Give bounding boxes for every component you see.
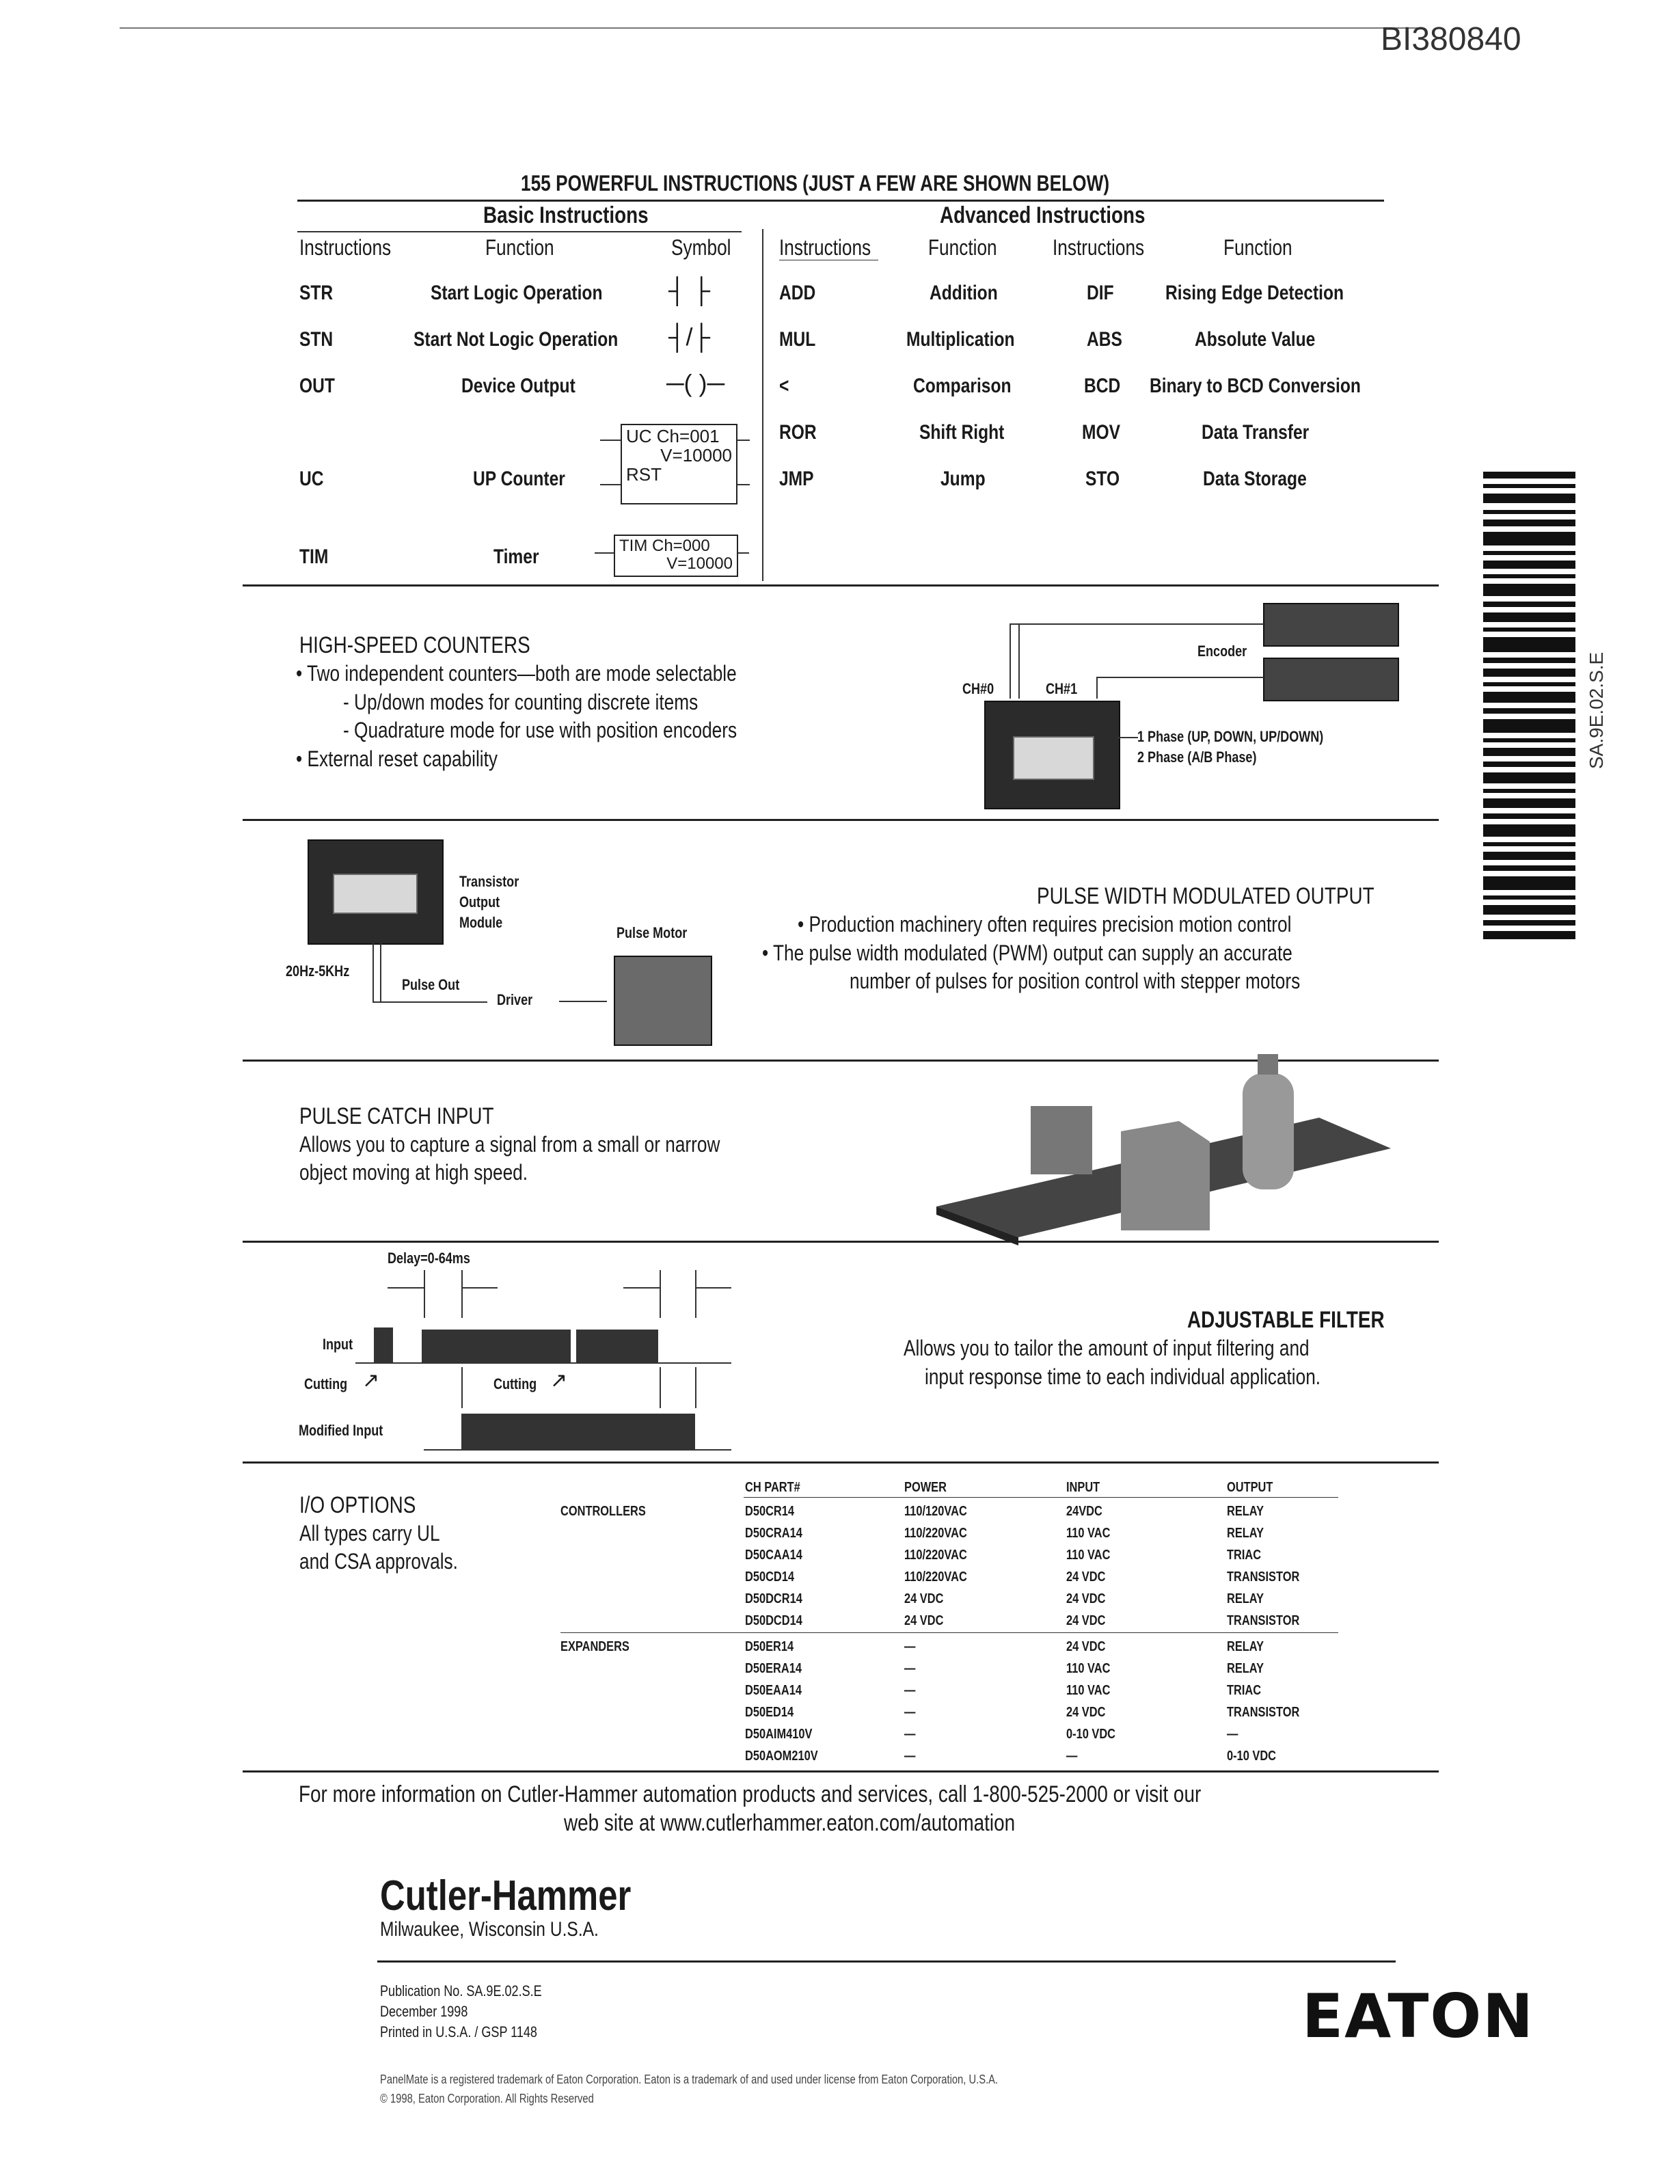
io-title: I/O OPTIONS (299, 1492, 416, 1518)
section-rule-1 (243, 584, 1439, 587)
delay-arrow-4 (695, 1287, 731, 1289)
io-controllers-part-cell: D50CR14 (745, 1504, 795, 1519)
io-expanders-input-cell: 110 VAC (1066, 1683, 1111, 1698)
adv-i2-row0: DIF (1087, 282, 1114, 304)
io-group-rule (560, 1632, 1338, 1633)
encoder-wire-2 (1018, 623, 1020, 699)
basic-col-function: Function (485, 235, 554, 260)
io-expanders-power-cell: — (904, 1749, 916, 1764)
delay-tick-3 (660, 1270, 661, 1318)
adv-i2-row4: STO (1085, 468, 1120, 490)
io-expanders-power-cell: — (904, 1639, 916, 1654)
symbol-coil: ─( )─ (666, 369, 724, 397)
io-expanders-part-cell: D50AIM410V (745, 1727, 813, 1742)
basic-func-tim: Timer (493, 545, 539, 568)
basic-func-uc: UP Counter (473, 468, 565, 490)
filter-line-2: input response time to each individual application. (925, 1364, 1321, 1389)
io-header-input: INPUT (1066, 1480, 1100, 1495)
uc-box-line1: UC Ch=001 (626, 426, 720, 446)
io-expanders-power-cell: — (904, 1727, 916, 1742)
ch0-label: CH#0 (962, 680, 994, 697)
delay-arrow-3 (623, 1287, 660, 1289)
io-expanders-input-cell: — (1066, 1749, 1078, 1764)
pub-date: December 1998 (380, 2003, 468, 2020)
hsc-title: HIGH-SPEED COUNTERS (299, 632, 530, 658)
uc-box-line3: RST (626, 464, 662, 485)
hsc-bullet-4: • External reset capability (296, 746, 498, 771)
basic-instr-uc: UC (299, 468, 324, 490)
instructions-divider (762, 229, 763, 581)
delay-arrow-1 (388, 1287, 424, 1289)
input-label: Input (323, 1336, 353, 1353)
io-controllers-input-cell: 24 VDC (1066, 1591, 1106, 1606)
cutting-label-2: Cutting (493, 1375, 537, 1392)
adv-i1-row1: MUL (779, 328, 816, 351)
driver-label: Driver (497, 991, 533, 1008)
section-rule-4 (243, 1241, 1439, 1243)
pulse-motor-label: Pulse Motor (617, 924, 688, 941)
adv-i1-row2: < (779, 375, 789, 397)
tim-wire-left (595, 552, 614, 554)
pulse-motor (614, 956, 712, 1046)
tim-wire-right (737, 552, 749, 554)
instructions-title-rule (297, 200, 1384, 202)
side-code: SA.9E.02.S.E (1586, 651, 1607, 769)
filter-line-1: Allows you to tailor the amount of input filtering and (904, 1336, 1310, 1360)
io-expanders-output-cell: 0-10 VDC (1227, 1749, 1277, 1764)
io-controllers-output-cell: TRANSISTOR (1227, 1613, 1300, 1628)
uc-counter-box (621, 424, 737, 504)
basic-heading-rule (297, 231, 742, 232)
modified-baseline (424, 1449, 731, 1451)
basic-func-out: Device Output (461, 375, 575, 397)
pci-title: PULSE CATCH INPUT (299, 1103, 494, 1129)
io-expanders-part-cell: D50AOM210V (745, 1749, 818, 1764)
controllers-label: CONTROLLERS (560, 1504, 646, 1519)
brand-logo: Cutler-Hammer (380, 1872, 632, 1919)
basic-instr-stn: STN (299, 328, 334, 351)
io-controllers-power-cell: 110/120VAC (904, 1504, 967, 1519)
instructions-title: 155 POWERFUL INSTRUCTIONS (JUST A FEW ARE SHOWN BELOW) (521, 171, 1110, 196)
io-controllers-part-cell: D50CRA14 (745, 1526, 802, 1541)
io-expanders-output-cell: TRIAC (1227, 1683, 1262, 1698)
io-expanders-input-cell: 110 VAC (1066, 1661, 1111, 1676)
pci-line-1: Allows you to capture a signal from a small or narrow (299, 1132, 720, 1157)
adv-f2-row2: Binary to BCD Conversion (1150, 375, 1361, 397)
tim-box-line1: TIM Ch=000 (619, 537, 710, 555)
basic-func-str: Start Logic Operation (431, 282, 603, 304)
pub-printed: Printed in U.S.A. / GSP 1148 (380, 2023, 537, 2040)
filter-title: ADJUSTABLE FILTER (1187, 1307, 1385, 1333)
io-expanders-output-cell: — (1227, 1727, 1238, 1742)
phase-1-label: 1 Phase (UP, DOWN, UP/DOWN) (1137, 728, 1324, 745)
adv-f1-row3: Shift Right (919, 421, 1005, 444)
document-id: BI380840 (1381, 21, 1521, 57)
adv-f2-row0: Rising Edge Detection (1165, 282, 1344, 304)
ch1-label: CH#1 (1046, 680, 1078, 697)
adv-f1-row0: Addition (930, 282, 998, 304)
brand-location: Milwaukee, Wisconsin U.S.A. (380, 1918, 599, 1941)
phase-2-label: 2 Phase (A/B Phase) (1137, 749, 1257, 766)
io-controllers-output-cell: TRIAC (1227, 1548, 1262, 1563)
section-rule-5 (243, 1461, 1439, 1464)
modified-input-pulse (461, 1414, 695, 1449)
basic-col-instructions: Instructions (299, 235, 392, 260)
io-controllers-power-cell: 110/220VAC (904, 1569, 967, 1585)
eaton-logo: EATON (1302, 1981, 1534, 2051)
tim-timer-box (614, 535, 738, 577)
top-rule (120, 27, 1418, 29)
adv-i1-row4: JMP (779, 468, 814, 490)
section-rule-6 (243, 1770, 1439, 1772)
io-controllers-output-cell: RELAY (1227, 1526, 1264, 1541)
module-label-3: Module (459, 914, 503, 931)
io-expanders-output-cell: RELAY (1227, 1661, 1264, 1676)
info-line-2: web site at www.cutlerhammer.eaton.com/automation (564, 1810, 1016, 1836)
pwm-bullet-3: number of pulses for position control with stepper motors (850, 969, 1301, 993)
input-baseline (355, 1362, 731, 1364)
delay-tick-1 (424, 1270, 425, 1318)
io-controllers-output-cell: TRANSISTOR (1227, 1569, 1300, 1585)
input-pulse-3 (576, 1330, 658, 1362)
adv-i1-row0: ADD (779, 282, 816, 304)
freq-label: 20Hz-5KHz (286, 962, 350, 980)
section-rule-2 (243, 819, 1439, 821)
io-expanders-power-cell: — (904, 1683, 916, 1698)
modified-input-label: Modified Input (299, 1422, 383, 1439)
encoder-wire-1 (1010, 623, 1011, 699)
info-line-1: For more information on Cutler-Hammer automation products and services, call 1-800-525-2000 or visit our (299, 1781, 1202, 1807)
encoder-wire-top (1010, 623, 1264, 625)
io-expanders-part-cell: D50EAA14 (745, 1683, 802, 1698)
footer-rule (377, 1960, 1396, 1963)
io-line-1: All types carry UL (299, 1521, 440, 1546)
encoder-wire-3 (1096, 677, 1098, 699)
conveyor-illustration (936, 1046, 1394, 1251)
symbol-normally-closed: ┤/├ (668, 323, 711, 351)
delay-arrow-2 (461, 1287, 498, 1289)
adv-col-function2: Function (1223, 235, 1292, 260)
io-line-2: and CSA approvals. (299, 1549, 458, 1574)
adv-col-function: Function (928, 235, 997, 260)
cutting-divider-3 (695, 1367, 696, 1408)
input-pulse-1 (374, 1327, 393, 1363)
expanders-label: EXPANDERS (560, 1639, 629, 1654)
advanced-heading: Advanced Instructions (940, 202, 1146, 228)
io-expanders-part-cell: D50ERA14 (745, 1661, 802, 1676)
pwm-wire-bottom (372, 1001, 487, 1003)
io-controllers-part-cell: D50CAA14 (745, 1548, 802, 1563)
adv-f2-row4: Data Storage (1203, 468, 1307, 490)
encoder-label: Encoder (1197, 643, 1247, 660)
io-controllers-input-cell: 24VDC (1066, 1504, 1102, 1519)
io-expanders-part-cell: D50ED14 (745, 1705, 794, 1720)
io-expanders-part-cell: D50ER14 (745, 1639, 794, 1654)
delay-tick-4 (695, 1270, 696, 1318)
pwm-wire-2 (380, 943, 381, 1001)
basic-func-stn: Start Not Logic Operation (414, 328, 619, 351)
basic-instr-str: STR (299, 282, 334, 304)
uc-wire-left-1 (600, 440, 621, 441)
phase-leader (1117, 737, 1138, 738)
basic-heading: Basic Instructions (483, 202, 649, 228)
uc-wire-left-2 (600, 484, 621, 485)
io-controllers-part-cell: D50DCR14 (745, 1591, 802, 1606)
adv-f2-row1: Absolute Value (1195, 328, 1316, 351)
io-expanders-power-cell: — (904, 1661, 916, 1676)
basic-instr-tim: TIM (299, 545, 329, 568)
driver-wire (559, 1001, 607, 1002)
io-controllers-power-cell: 24 VDC (904, 1591, 944, 1606)
symbol-normally-open: ┤ ├ (668, 276, 711, 304)
hsc-bullet-3: - Quadrature mode for use with position encoders (343, 718, 737, 742)
tim-box-line2: V=10000 (666, 554, 733, 573)
io-controllers-output-cell: RELAY (1227, 1504, 1264, 1519)
pub-number: Publication No. SA.9E.02.S.E (380, 1982, 542, 1999)
hsc-bullet-1: • Two independent counters—both are mode selectable (296, 661, 737, 686)
legal-line-2: © 1998, Eaton Corporation. All Rights Reserved (380, 2092, 594, 2105)
adv-col-instructions: Instructions (779, 235, 871, 260)
transistor-output-module (308, 839, 444, 945)
cutting-divider-2 (660, 1367, 661, 1408)
io-expanders-power-cell: — (904, 1705, 916, 1720)
io-expanders-input-cell: 0-10 VDC (1066, 1727, 1116, 1742)
io-controllers-input-cell: 24 VDC (1066, 1613, 1106, 1628)
io-expanders-input-cell: 24 VDC (1066, 1705, 1106, 1720)
cutting-arrow-2: ↗ (550, 1369, 568, 1392)
io-header-part: CH PART# (745, 1480, 800, 1495)
io-controllers-part-cell: D50DCD14 (745, 1613, 802, 1628)
input-pulse-2 (422, 1330, 571, 1362)
legal-line-1: PanelMate is a registered trademark of Eaton Corporation. Eaton is a trademark of and used under license from Eaton Corporation, U.S.A. (380, 2073, 999, 2086)
adv-i1-row3: ROR (779, 421, 817, 444)
io-expanders-output-cell: RELAY (1227, 1639, 1264, 1654)
adv-f1-row1: Multiplication (906, 328, 1015, 351)
adv-f2-row3: Data Transfer (1202, 421, 1310, 444)
encoder-top (1263, 603, 1399, 647)
io-controllers-output-cell: RELAY (1227, 1591, 1264, 1606)
barcode (1483, 472, 1575, 943)
hsc-controller (984, 701, 1120, 809)
delay-label: Delay=0-64ms (388, 1250, 470, 1267)
cutting-arrow-1: ↗ (362, 1369, 380, 1392)
adv-i2-row2: BCD (1084, 375, 1121, 397)
io-header-rule (744, 1497, 1338, 1498)
pwm-bullet-2: • The pulse width modulated (PWM) output can supply an accurate (762, 941, 1292, 965)
pulse-out-label: Pulse Out (402, 976, 460, 993)
io-controllers-input-cell: 24 VDC (1066, 1569, 1106, 1585)
uc-box-line2: V=10000 (660, 445, 732, 466)
io-controllers-power-cell: 24 VDC (904, 1613, 944, 1628)
pwm-title: PULSE WIDTH MODULATED OUTPUT (1037, 883, 1374, 909)
io-expanders-input-cell: 24 VDC (1066, 1639, 1106, 1654)
module-label-1: Transistor (459, 873, 519, 890)
io-expanders-output-cell: TRANSISTOR (1227, 1705, 1300, 1720)
io-controllers-input-cell: 110 VAC (1066, 1526, 1111, 1541)
io-header-power: POWER (904, 1480, 947, 1495)
adv-i2-row1: ABS (1087, 328, 1122, 351)
pci-line-2: object moving at high speed. (299, 1160, 528, 1185)
pwm-wire-1 (372, 943, 374, 1001)
encoder-wire-mid (1096, 677, 1264, 678)
adv-i2-row3: MOV (1082, 421, 1121, 444)
pwm-bullet-1: • Production machinery often requires precision motion control (798, 912, 1292, 936)
hsc-bullet-2: - Up/down modes for counting discrete items (343, 690, 699, 714)
adv-col-instructions2: Instructions (1053, 235, 1145, 260)
basic-instr-out: OUT (299, 375, 335, 397)
io-controllers-input-cell: 110 VAC (1066, 1548, 1111, 1563)
delay-tick-2 (461, 1270, 463, 1318)
io-controllers-part-cell: D50CD14 (745, 1569, 795, 1585)
basic-col-symbol: Symbol (671, 235, 731, 260)
io-controllers-power-cell: 110/220VAC (904, 1548, 967, 1563)
cutting-divider-1 (461, 1367, 463, 1408)
adv-f1-row4: Jump (940, 468, 986, 490)
io-header-output: OUTPUT (1227, 1480, 1273, 1495)
encoder-bottom (1263, 658, 1399, 701)
cutting-label-1: Cutting (304, 1375, 348, 1392)
adv-f1-row2: Comparison (913, 375, 1012, 397)
module-label-2: Output (459, 893, 500, 911)
io-controllers-power-cell: 110/220VAC (904, 1526, 967, 1541)
